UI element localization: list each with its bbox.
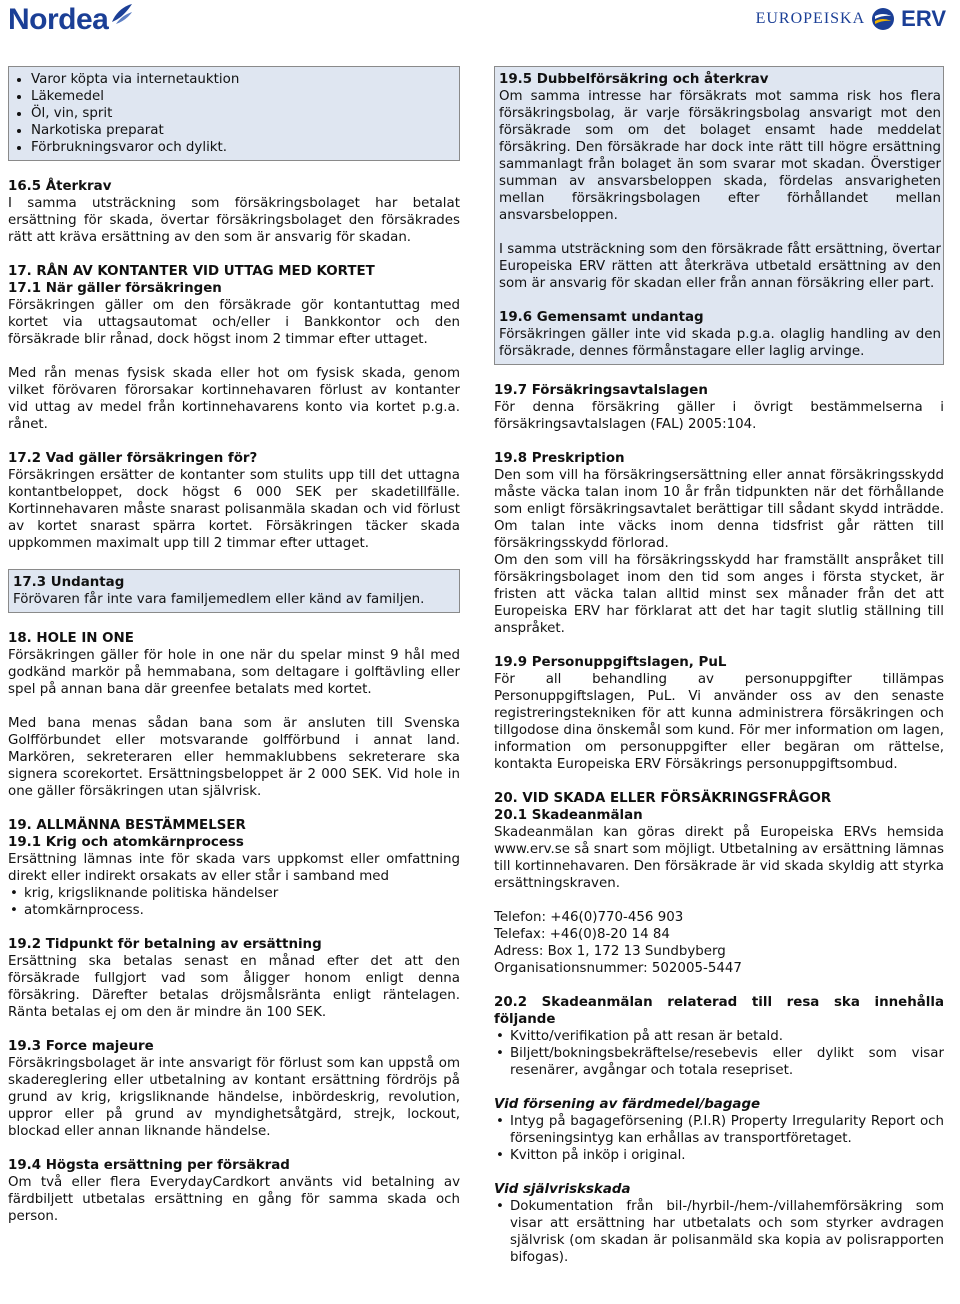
delay-docs-list	[494, 1113, 944, 1164]
contact-block	[494, 909, 944, 977]
section-text: För all behandling av personuppgifter tillämpas Personuppgiftslagen, PuL. Vi använder oss av den senaste registreringstekniken för att kunna administrera försäkringen och tillgodose dina önskemål som kund. För mer information om lagen, information om personuppgifter eller begäran om rättelse, kontakta Europeiska ERV Försäkrings personuppgiftsombud.	[494, 672, 944, 772]
section-text: Med bana menas sådan bana som är ansluten till Svenska Golfförbundet eller motsvarande golfförbund i annat land. Markören, sekreteraren eller hemmaklubbens sekreterare ska signera scorekortet. Ersättningsbeloppet är 2 000 SEK. Vid hole in one gäller försäkringen utan självrisk.	[8, 716, 460, 799]
europeiska-logo-text: EUROPEISKA	[755, 10, 866, 27]
section-heading: 19.3 Force majeure	[8, 1039, 154, 1054]
double-insurance-box	[494, 66, 944, 365]
erv-logo-text: ERV	[901, 6, 946, 31]
section-text: Förövaren får inte vara familjemedlem eller känd av familjen.	[13, 592, 425, 607]
section-text: Försäkringen gäller inte vid skada p.g.a. olaglig handling av den försäkrade, dennes förmånstagare eller laglig arvinge.	[499, 327, 941, 359]
list-item: • Kvitto/verifikation på att resan är betald.	[496, 1029, 784, 1044]
excluded-goods-list	[13, 71, 457, 156]
section-heading: 16.5 Återkrav	[8, 179, 112, 194]
section-heading: Vid självriskskada	[494, 1182, 631, 1197]
section-heading: 19.6 Gemensamt undantag	[499, 310, 704, 325]
list-item: • Intyg på bagageförsening (P.I.R) Property Irregularity Report och förseningsintyg kan erhållas av transportföretaget.	[496, 1114, 944, 1146]
section-heading: 19.1 Krig och atomkärnprocess	[8, 835, 244, 850]
section-text: För denna försäkring gäller i övrigt bestämmelserna i försäkringsavtalslagen (FAL) 2005:104.	[494, 400, 944, 432]
section-text: Ersättning lämnas inte för skada vars uppkomst eller omfattning direkt eller indirekt orsakats av eller står i samband med	[8, 852, 460, 884]
contact-address: Adress: Box 1, 172 13 Sundbyberg	[494, 944, 726, 959]
section-heading: 20.2 Skadeanmälan relaterad till resa ska innehålla följande	[494, 995, 944, 1027]
section-heading: 17.3 Undantag	[13, 575, 125, 590]
section-text: Försäkringen ersätter de kontanter som stulits upp till det uttagna kontantbeloppet, dock högst 6 000 SEK per skadetillfälle. Kortinnehavaren måste snarast polisanmäla skadan och vid förlust av kortet snarast spärra kortet. Försäkringen täcker skada uppkommen maximalt upp till 2 timmar efter uttaget.	[8, 468, 460, 551]
list-item: • Förbrukningsvaror och dylikt.	[31, 139, 457, 156]
section-heading: 17.2 Vad gäller försäkringen för?	[8, 451, 258, 466]
excluded-goods-box	[8, 66, 460, 161]
page-header	[0, 0, 960, 50]
section-heading: 19.4 Högsta ersättning per försäkrad	[8, 1158, 290, 1173]
list-item: • Öl, vin, sprit	[31, 105, 457, 122]
claim-docs-list	[494, 1028, 944, 1079]
list-item: • Biljett/bokningsbekräftelse/resebevis eller dylikt som visar resenärer, avgångar och totala resepriset.	[496, 1046, 944, 1078]
nordea-wing-icon	[110, 2, 134, 26]
contact-phone: Telefon: +46(0)770-456 903	[494, 910, 684, 925]
section-text: I samma utsträckning som den försäkrade fått ersättning, övertar Europeiska ERV rätten att återkräva utbetald ersättning av den som är ansvarig för skadan eller från annan försäkring eller part.	[499, 242, 941, 291]
section-text: Skadeanmälan kan göras direkt på Europeiska ERVs hemsida www.erv.se så snart som möjligt. Utbetalning av ersättning lämnas till kortinnehavaren. Den försäkrade är vid skada skyldig att styrka ersättningskraven.	[494, 825, 944, 891]
section-heading: 20. VID SKADA ELLER FÖRSÄKRINGSFRÅGOR	[494, 791, 832, 806]
list-item: • Kvitton på inköp i original.	[496, 1148, 686, 1163]
section-text: Ersättning ska betalas senast en månad efter det att den försäkrade fullgjort vad som åligger honom enligt denna försäkring. Därefter betalas dröjsmålsränta enligt räntelagen. Ränta betalas ej om den är mindre än 100 SEK.	[8, 954, 460, 1020]
section-heading: 19.7 Försäkringsavtalslagen	[494, 383, 708, 398]
exception-box	[8, 569, 460, 613]
list-item: • Narkotiska preparat	[31, 122, 457, 139]
deductible-docs-list	[494, 1198, 944, 1266]
contact-org-number: Organisationsnummer: 502005-5447	[494, 961, 742, 976]
section-text: Med rån menas fysisk skada eller hot om fysisk skada, genom vilket förövaren förorsakar kortinnehavaren förlust av kontanter vid uttag av medel från kortinnehavarens konto via kortet p.g.a. rånet.	[8, 366, 460, 432]
section-heading: 19.5 Dubbelförsäkring och återkrav	[499, 72, 769, 87]
section-heading: 17. RÅN AV KONTANTER VID UTTAG MED KORTET	[8, 264, 375, 279]
section-heading: 20.1 Skadeanmälan	[494, 808, 643, 823]
section-heading: 17.1 När gäller försäkringen	[8, 281, 222, 296]
list-item: • Varor köpta via internetauktion	[31, 71, 457, 88]
section-heading: 18. HOLE IN ONE	[8, 631, 134, 646]
right-column	[494, 66, 944, 1266]
section-text: Om samma intresse har försäkrats mot samma risk hos flera försäkringsbolag, är varje försäkringsbolag ansvarigt mot den försäkrade som om det bolaget ensamt hade meddelat försäkring. Den försäkrade har dock inte rätt till högre ersättning sammanlagt från bolaget än som svarar mot skadan. Överstiger summan av ansvarsbeloppen skada, fördelas ansvarigheten mellan försäkringsbolagen efter förhållandet mellan ansvarsbeloppen.	[499, 89, 941, 223]
list-item: • Läkemedel	[31, 88, 457, 105]
erv-globe-icon	[871, 7, 895, 31]
europeiska-erv-logo	[756, 2, 946, 36]
section-text: Den som vill ha försäkringsersättning eller annat försäkringsskydd måste väcka talan inom 10 år från tidpunkten när det förhållande som enligt försäkringsavtalet berättigar till sådant skydd inträdde. Om talan inte väcks inom denna tidsfrist går rätten till försäkringsskydd förlorad.	[494, 468, 944, 551]
section-text: Om den som vill ha försäkringsskydd har framställt anspråket till försäkringsbolaget inom den tid som anges i första stycket, är fristen att väcka talan alltid minst sex månader från det att Europeiska ERV har förklarat att det har tagit slutlig ställning till anspråket.	[494, 553, 944, 636]
list-item: • atomkärnprocess.	[10, 903, 144, 918]
contact-fax: Telefax: +46(0)8-20 14 84	[494, 927, 670, 942]
list-item: • krig, krigsliknande politiska händelser	[10, 886, 279, 901]
section-heading: 19. ALLMÄNNA BESTÄMMELSER	[8, 818, 246, 833]
section-text: Försäkringen gäller för hole in one när du spelar minst 9 hål med godkänd markör på hemmabana, som deltagare i golftävling eller spel på annan bana där greenfee betalats med kortet.	[8, 648, 460, 697]
section-heading: Vid försening av färdmedel/bagage	[494, 1097, 761, 1112]
list-item: • Dokumentation från bil-/hyrbil-/hem-/villahemförsäkring som visar att ersättning har utbetalats och som styrker avdragen självrisk (om skadan är polisanmäld ska kopia av polisrapporten bifogas).	[496, 1199, 944, 1265]
section-heading: 19.2 Tidpunkt för betalning av ersättning	[8, 937, 322, 952]
section-text: Försäkringen gäller om den försäkrade gör kontantuttag med kortet via uttagsautomat och/eller i Bankkontor och den försäkrade blir rånad, dock högst inom 2 timmar efter uttaget.	[8, 298, 460, 347]
nordea-logo	[8, 0, 134, 40]
section-text: I samma utsträckning som försäkringsbolaget har betalat ersättning för skada, övertar försäkringsbolaget den försäkrades rätt att kräva ersättning av den som är ansvarig för skadan.	[8, 196, 460, 245]
war-list	[8, 885, 460, 919]
section-heading: 19.9 Personuppgiftslagen, PuL	[494, 655, 727, 670]
nordea-logo-text: Nordea	[8, 3, 109, 36]
left-column	[8, 66, 460, 1242]
section-text: Försäkringsbolaget är inte ansvarigt för förlust som kan uppstå om skadereglering eller utbetalning av kontant ersättning fördröjs på grund av krig, krigsliknande händelse, inbördeskrig, revolution, uppror eller på grund av myndighetsåtgärd, strejk, lockout, blockad eller annan liknande händelse.	[8, 1056, 460, 1139]
section-heading: 19.8 Preskription	[494, 451, 625, 466]
section-text: Om två eller flera EverydayCardkort använts vid betalning av färdbiljett utbetalas ersättning en gång för samma skada och person.	[8, 1175, 460, 1224]
